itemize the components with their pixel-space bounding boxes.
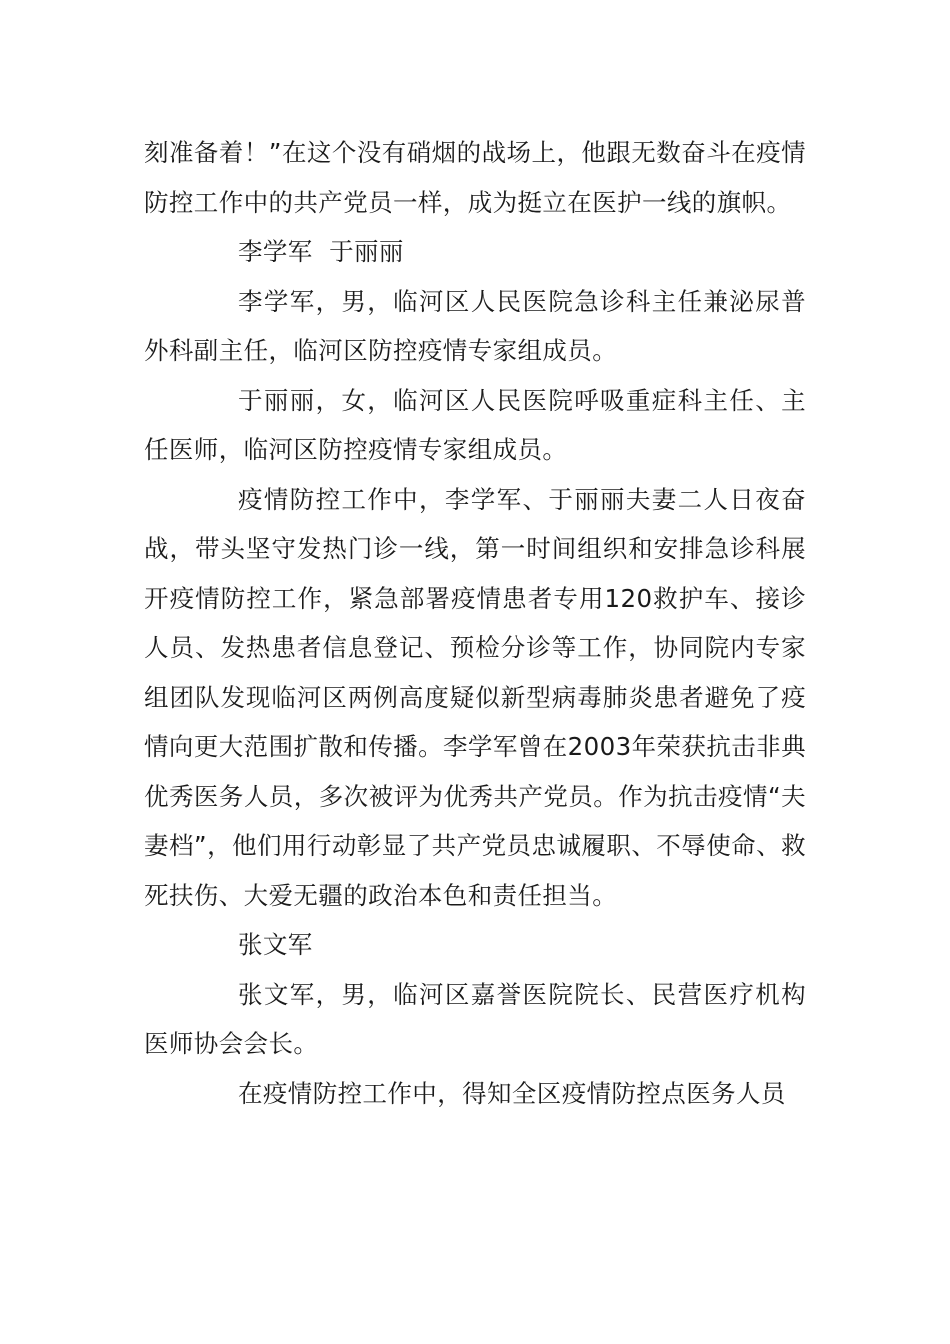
paragraph-zhang-deeds: 在疫情防控工作中，得知全区疫情防控点医务人员 — [238, 1078, 786, 1108]
paragraph-zhang-wenjun-bio: 张文军，男，临河区嘉誉医院院长、民营医疗机构医师协会会长。 — [144, 979, 806, 1058]
paragraph-couple-deeds: 疫情防控工作中，李学军、于丽丽夫妻二人日夜奋战，带头坚守发热门诊一线，第一时间组织和安排急诊科展开疫情防控工作，紧急部署疫情患者专用120救护车、接诊人员、发热患者信息登记、预检分诊等工作，协同院内专家组团队发现临河区两例高度疑似新型病毒肺炎患者避免了疫情向更大范围扩散和传播。李学军曾在2003年荣获抗击非典优秀医务人员，多次被评为优秀共产党员。作为抗击疫情“夫妻档”，他们用行动彰显了共产党员忠诚履职、不辱使命、救死扶伤、大爱无疆的政治本色和责任担当。 — [144, 484, 806, 910]
paragraph-yu-lili-bio: 于丽丽，女，临河区人民医院呼吸重症科主任、主任医师，临河区防控疫情专家组成员。 — [144, 385, 806, 464]
paragraph-continuation: 刻准备着！”在这个没有硝烟的战场上，他跟无数奋斗在疫情防控工作中的共产党员一样，成为挺立在医护一线的旗帜。 — [144, 138, 806, 217]
document-page — [144, 128, 806, 1118]
section-heading-li-yu: 李学军 于丽丽 — [238, 237, 404, 266]
section-heading-zhang: 张文军 — [238, 930, 313, 959]
paragraph-li-xuejun-bio: 李学军，男，临河区人民医院急诊科主任兼泌尿普外科副主任，临河区防控疫情专家组成员。 — [144, 286, 806, 365]
